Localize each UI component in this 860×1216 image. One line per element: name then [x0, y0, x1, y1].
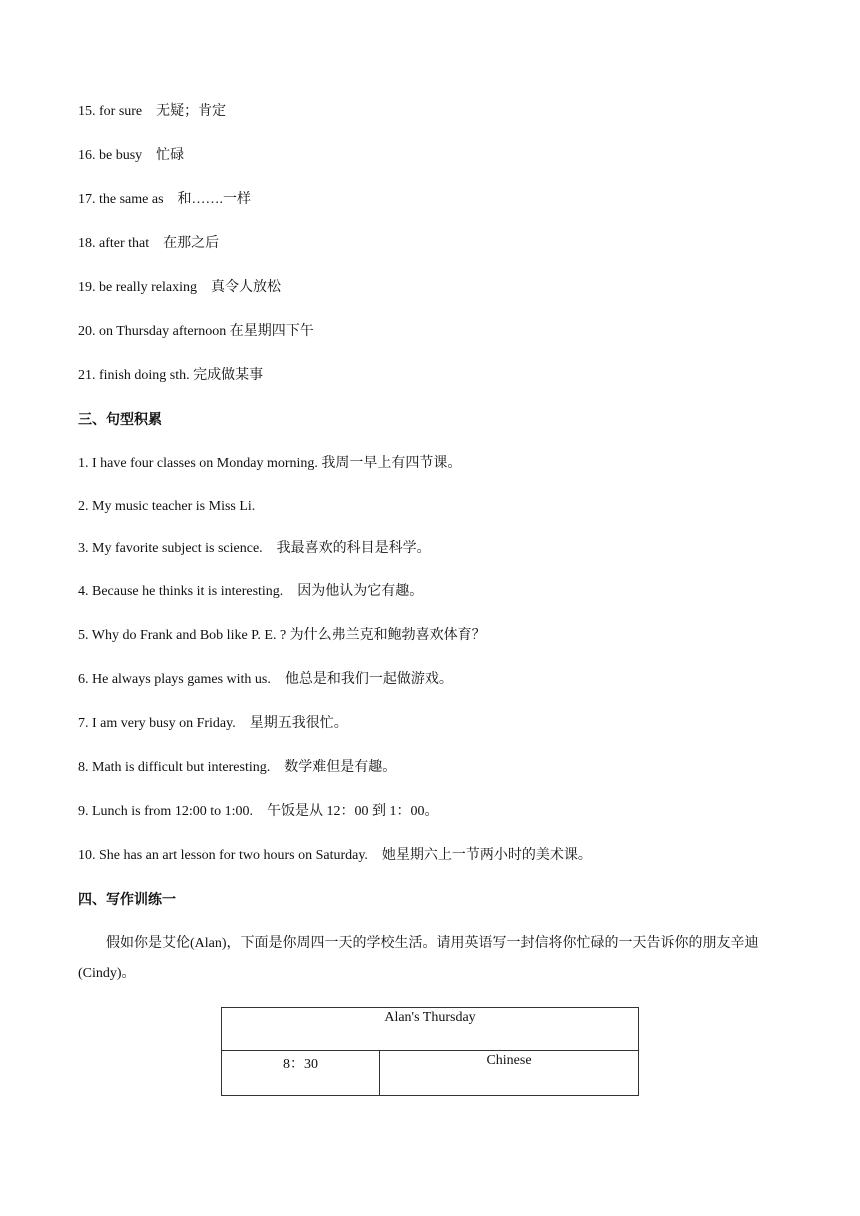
- schedule-table: [221, 1007, 639, 1096]
- table-title: Alan's Thursday: [222, 1008, 639, 1051]
- sentence-6: 6. He always plays games with us. 他总是和我们一起做游戏。: [78, 672, 453, 687]
- vocab-item-17: 17. the same as 和…….一样: [78, 192, 252, 207]
- sentence-7: 7. I am very busy on Friday. 星期五我很忙。: [78, 716, 348, 731]
- sentence-10: 10. She has an art lesson for two hours on Saturday. 她星期六上一节两小时的美术课。: [78, 848, 592, 863]
- vocab-item-15: 15. for sure 无疑；肯定: [78, 104, 227, 119]
- vocab-item-19: 19. be really relaxing 真令人放松: [78, 280, 281, 295]
- vocab-item-20: 20. on Thursday afternoon 在星期四下午: [78, 324, 314, 339]
- vocab-item-21: 21. finish doing sth. 完成做某事: [78, 368, 264, 383]
- section-heading-writing: 四、写作训练一: [78, 892, 176, 908]
- sentence-4: 4. Because he thinks it is interesting. 因为他认为它有趣。: [78, 584, 424, 599]
- sentence-3: 3. My favorite subject is science. 我最喜欢的科目是科学。: [78, 541, 431, 556]
- table-cell-time: 8：30: [222, 1051, 380, 1096]
- sentence-8: 8. Math is difficult but interesting. 数学难但是有趣。: [78, 760, 397, 775]
- section-heading-sentences: 三、句型积累: [78, 412, 162, 428]
- table-cell-subject: Chinese: [380, 1051, 639, 1096]
- writing-prompt: 假如你是艾伦(Alan)，下面是你周四一天的学校生活。请用英语写一封信将你忙碌的一天告诉你的朋友辛迪(Cindy)。: [78, 936, 759, 981]
- sentence-5: 5. Why do Frank and Bob like P. E. ? 为什么弗兰克和鲍勃喜欢体育？: [78, 628, 486, 643]
- sentence-2: 2. My music teacher is Miss Li.: [78, 499, 256, 514]
- table-row: [222, 1051, 639, 1096]
- vocab-item-16: 16. be busy 忙碌: [78, 148, 185, 163]
- vocab-item-18: 18. after that 在那之后: [78, 236, 220, 251]
- table-title-row: [222, 1008, 639, 1051]
- sentence-1: 1. I have four classes on Monday morning. 我周一早上有四节课。: [78, 456, 462, 471]
- sentence-9: 9. Lunch is from 12:00 to 1:00. 午饭是从 12：00 到 1：00。: [78, 804, 439, 819]
